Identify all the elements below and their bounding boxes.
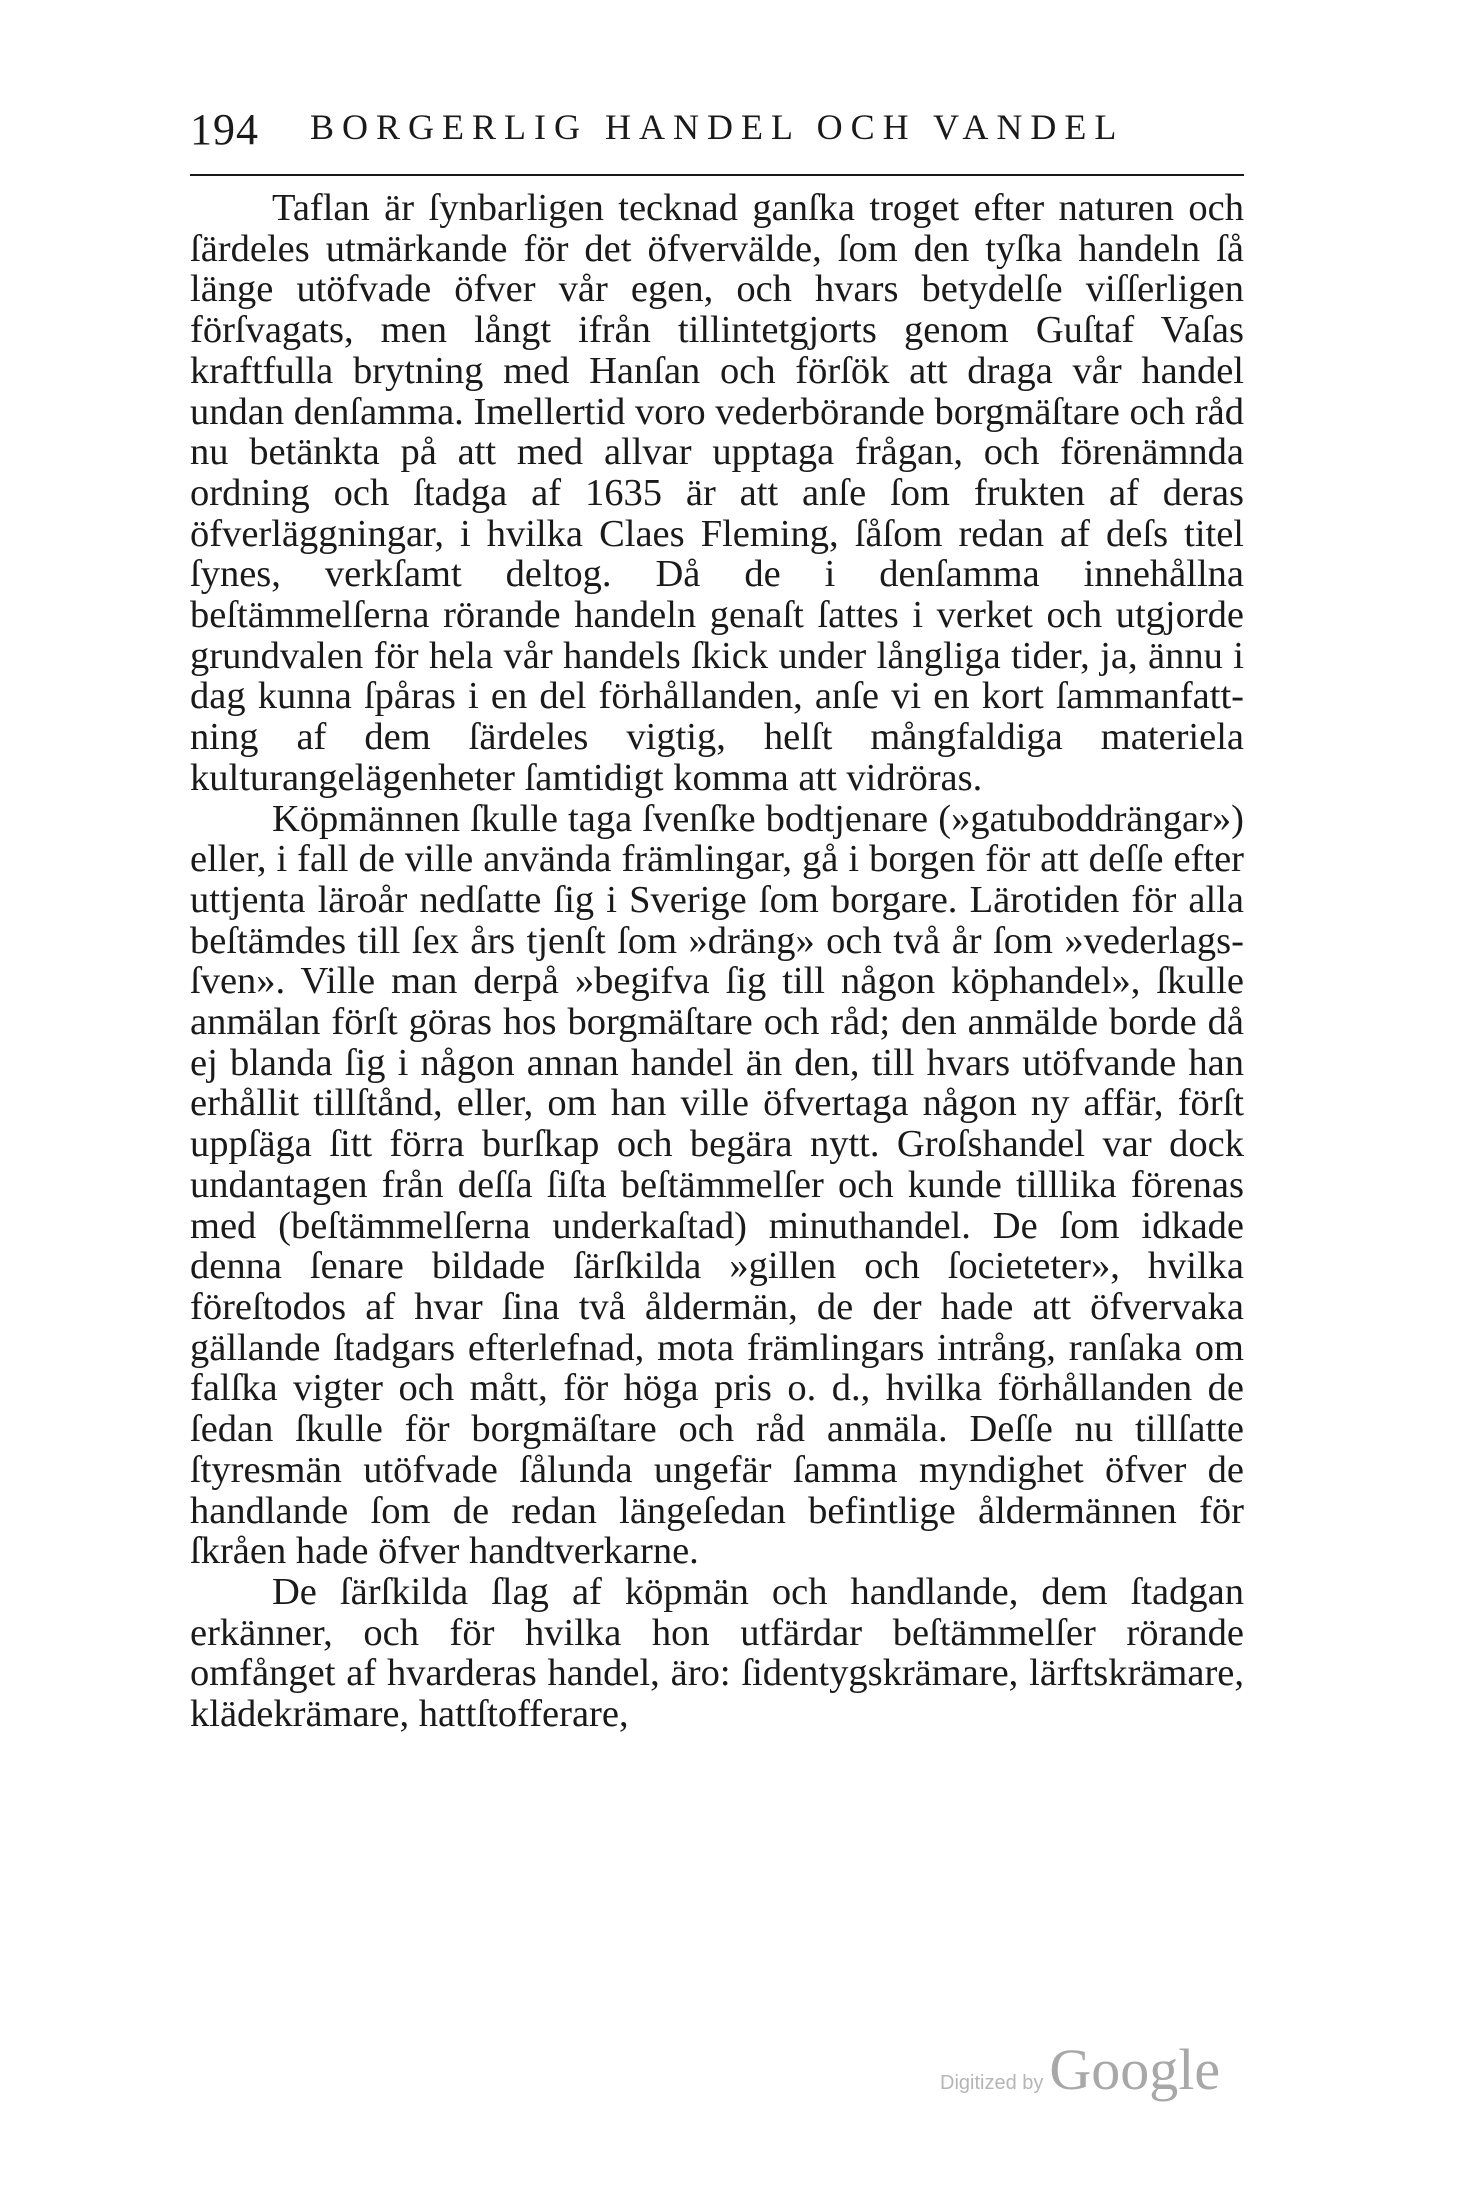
paragraph: Taflan är ſynbarligen tecknad ganſka troget efter naturen och ſärdeles utmärkande för det öfvervälde, ſom den tyſka handeln ſå länge utöfvade öfver vår egen, och hvars betydelſe viſſerligen förſvagats, men långt ifrån tillintetgjorts genom Guſtaf Vaſas kraftfulla brytning med Hanſan och förſök att draga vår handel undan denſamma. Imellertid voro vederbörande borgmäſtare och råd nu betänkta på att med allvar upptaga frågan, och förenämnda ordning och ſtadga af 1635 är att anſe ſom frukten af deras öfverläggningar, i hvilka Claes Fleming, ſåſom redan af deſs titel ſynes, verkſamt deltog. Då de i denſamma innehållna beſtämmelſerna rörande handeln genaſt ſattes i verket och utgjorde grundvalen för hela vår handels ſkick under långliga tider, ja, ännu i dag kunna ſpåras i en del förhållanden, anſe vi en kort ſammanfattning af dem ſärdeles vigtig, helſt mångfaldiga materiela kulturangelägenheter ſamtidigt komma att vidröras. [190,187,1244,799]
body-text [190,188,1244,1735]
paragraph: Köpmännen ſkulle taga ſvenſke bodtjenare (»gatuboddrängar») eller, i fall de ville använda främlingar, gå i borgen för att deſſe efter uttjenta läroår nedſatte ſig i Sverige ſom borgare. Lärotiden för alla beſtämdes till ſex års tjenſt ſom »dräng» och två år ſom »vederlagsſven». Ville man derpå »begifva ſig till någon köphandel», ſkulle anmälan förſt göras hos borgmäſtare och råd; den anmälde borde då ej blanda ſig i någon annan handel än den, till hvars utöfvande han erhållit tillſtånd, eller, om han ville öfvertaga någon ny affär, förſt uppſäga ſitt förra burſkap och begära nytt. Groſshandel var dock undantagen från deſſa ſiſta beſtämmelſer och kunde tilllika förenas med (beſtämmelſerna underkaſtad) minuthandel. De ſom idkade denna ſenare bildade ſärſkilda »gillen och ſocieteter», hvilka föreſtodos af hvar ſina två åldermän, de der hade att öfvervaka gällande ſtadgars efterlefnad, mota främlingars intrång, ranſaka om falſka vigter och mått, för höga pris o. d., hvilka förhållanden de ſedan ſkulle för borgmäſtare och råd anmäla. Deſſe nu tillſatte ſtyresmän utöfvade ſålunda ungefär ſamma myndighet öfver de handlande ſom de redan längeſedan befintlige åldermännen för ſkråen hade öfver handtverkarne. [190,797,1244,1573]
watermark-prefix: Digitized by [940,2072,1044,2094]
header-rule [190,174,1244,176]
running-head: BORGERLIG HANDEL OCH VANDEL [310,107,1125,147]
page-number: 194 [190,105,259,154]
digitization-watermark [940,2036,1221,2102]
page-header [190,104,1244,164]
watermark-logo: Google [1049,2037,1221,2102]
paragraph: De ſärſkilda ſlag af köpmän och handlande, dem ſtadgan erkänner, och för hvilka hon utfärdar beſtämmelſer rörande omfånget af hvarderas handel, äro: ſidentygskrämare, lärftskrämare, klädekrämare, hattſtofferare, [190,1570,1244,1736]
